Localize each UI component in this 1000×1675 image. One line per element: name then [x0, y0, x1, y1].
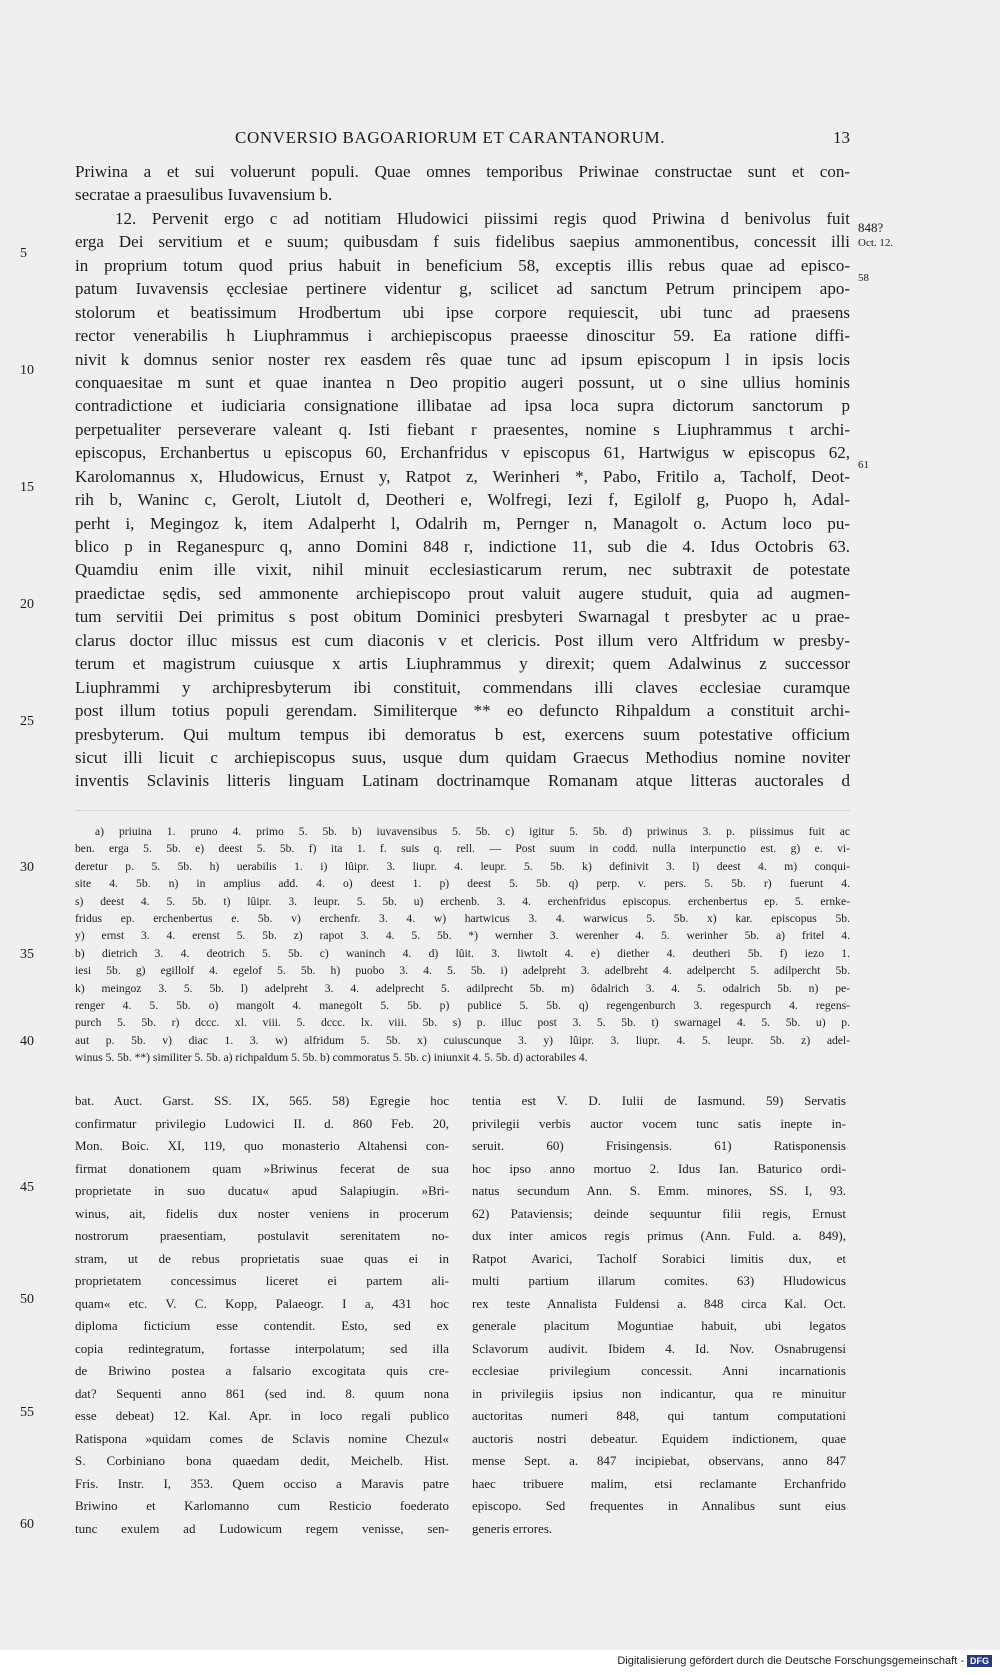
note-line: quam« etc. V. C. Kopp, Palaeogr. I a, 431 hoc	[75, 1295, 449, 1311]
footnote-line: b) dietrich 3. 4. deotrich 5. 5b. c) waninch 4. d) lûit. 3. liwtolt 4. e) diether 4. deutheri 5b. f) iezo 1.	[75, 946, 850, 960]
footnote-line: deretur p. 5. 5b. h) uerabilis 1. i) lûipr. 3. liupr. 4. leupr. 5. 5b. k) definivit 3. l) deest 4. m) conqui-	[75, 859, 850, 873]
footnote-line: purch 5. 5b. r) dccc. xl. viii. 5. dccc. lx. viii. 5b. s) p. illuc post 3. 5. 5b. t) swarnagel 4. 5. 5b. u) p.	[75, 1016, 850, 1030]
line-number: 60	[20, 1517, 34, 1532]
note-line: proprietate in suo ducatu« apud Salapiugin. »Bri-	[75, 1183, 449, 1198]
line-number: 55	[20, 1405, 34, 1420]
running-header	[75, 128, 850, 150]
text-line: rector venerabilis h Liuphrammus i archiepiscopus praeesse dinoscitur 59. Ea ratione diffi-	[75, 326, 850, 346]
note-line: seruit. 60) Frisingensis. 61) Ratisponensis	[472, 1138, 846, 1153]
text-line: perpetualiter perseverare valeant q. Isti fiebant r praesentes, nomine s Liuphrammus t archi-	[75, 419, 850, 439]
text-line: 12. Pervenit ergo c ad notitiam Hludowici piissimi regis quod Priwina d benivolus fuit	[115, 208, 850, 228]
text-line: Liuphrammi y archipresbyterum ibi constituit, commendans illi claves ecclesiae curamque	[75, 677, 850, 697]
text-line: nivit k domnus senior noster rex easdem rês quae tunc ad ipsum episcopum l in ipsis locis	[75, 349, 850, 369]
margin-date: 848?	[858, 220, 884, 235]
footnote-line: ben. erga 5. 5b. e) deest 5. 5b. f) ita 1. f. suis q. rell. — Post suum in codd. nulla interpunctio est. g) e. vi-	[75, 842, 850, 856]
line-number: 5	[20, 246, 27, 261]
note-line: Ratispona »quidam comes de Sclavis nomine Chezul«	[75, 1430, 449, 1446]
note-line: bat. Auct. Garst. SS. IX, 565. 58) Egregie hoc	[75, 1093, 449, 1108]
footnote-line: winus 5. 5b. **) similiter 5. 5b. a) richpaldum 5. 5b. b) commoratus 5. 5b. c) iniunxit 4. 5. 5b. d) actorabiles 4.	[75, 1051, 588, 1065]
note-line: stram, ut de rebus proprietatis suae quas ei in	[75, 1250, 449, 1266]
note-line: de Briwino postea a falsario excogitata quis cre-	[75, 1363, 449, 1378]
line-number: 30	[20, 860, 34, 875]
note-line: 62) Pataviensis; deinde sequuntur filii regis, Ernust	[472, 1205, 846, 1221]
note-line: confirmatur privilegio Ludowici II. d. 860 Feb. 20,	[75, 1115, 449, 1131]
footnote-line: renger 4. 5. 5b. o) mangolt 4. manegolt 5. 5b. p) publice 5. 5b. q) regengenburch 3. regespurch 4. regens-	[75, 998, 850, 1012]
note-line: copia redintegratum, fortasse interpolatum; sed illa	[75, 1340, 449, 1356]
footnote-line: y) ernst 3. 4. erenst 5. 5b. z) rapot 3. 4. 5. 5b. *) wernher 3. werenher 4. 5. werinher 5b. a) fritel 4.	[75, 929, 850, 943]
note-line: hoc ipso anno mortuo 2. Idus Ian. Baturico ordi-	[472, 1160, 846, 1176]
note-line: privilegii verbis auctor vocem tunc satis inepte in-	[472, 1115, 846, 1131]
line-number: 10	[20, 363, 34, 378]
text-line: Quamdiu enim ille vixit, nihil minuit ecclesiasticarum rerum, nec subtraxit de potestate	[75, 560, 850, 580]
text-line: Priwina a et sui voluerunt populi. Quae omnes temporibus Priwinae constructae sunt et con-	[75, 162, 850, 181]
note-line: rex teste Annalista Fuldensi a. 848 circa Kal. Oct.	[472, 1295, 846, 1311]
line-number: 40	[20, 1034, 34, 1049]
text-line: contradictione et iudiciaria consignatione illibatae ad ipsa loca supra dictorum sanctorum p	[75, 396, 850, 416]
dfg-logo: DFG	[967, 1655, 992, 1667]
text-line: blico p in Reganespurc q, anno Domini 848 r, indictione 11, sub die 4. Idus Octobris 63.	[75, 537, 850, 556]
footnote-line: aut p. 5b. v) diac 1. 3. w) alfridum 5. 5b. x) cuiuscunque 3. y) lûipr. 3. liupr. 4. 5. leupr. 5b. z) adel-	[75, 1033, 850, 1047]
text-line: terum et magistrum cuiusque x artis Liuphrammus y direxit; quem Adalwinus z successor	[75, 654, 850, 674]
text-line: stolorum et beatissimum Hrodbertum ubi ipse corpore requiescit, ubi tunc ad praesens	[75, 302, 850, 322]
digitization-credit	[617, 1655, 992, 1667]
note-line: in privilegiis ipsius non indicantur, qua re minuitur	[472, 1385, 846, 1401]
note-line: auctoris nostri debeatur. Equidem indictionem, quae	[472, 1430, 846, 1446]
text-line: clarus doctor illuc missus est cum diaconis v et clericis. Post illum vero Altfridum w presby-	[75, 630, 850, 650]
margin-note-ref: 58	[858, 272, 869, 284]
text-line: rih b, Waninc c, Gerolt, Liutolt d, Deotheri e, Wolfregi, Iezi f, Egilolf g, Puopo h, Adal-	[75, 490, 850, 510]
margin-date-day: Oct. 12.	[858, 237, 894, 249]
text-line: tum servitii Dei primitus s post obitum Dominici presbyteri Swarnagal t presbyter ac u prae-	[75, 607, 850, 627]
text-line: secratae a praesulibus Iuvavensium b.	[75, 185, 333, 205]
commentary-right-column	[472, 1090, 846, 1540]
text-line: post illum totius populi gerendam. Similiterque ** eo defuncto Rihpaldum a constituit archi-	[75, 701, 850, 721]
text-line: patum Iuvavensis ęcclesiae pertinere videntur g, scilicet ad sanctum Petrum principem apo-	[75, 279, 850, 299]
running-title: CONVERSIO BAGOARIORUM ET CARANTANORUM.	[235, 128, 666, 147]
footnote-divider	[75, 810, 850, 811]
commentary-notes	[75, 1090, 850, 1536]
note-line: diploma ficticium esse contendit. Esto, sed ex	[75, 1318, 449, 1333]
footnote-line: fridus ep. erchenbertus e. 5b. v) erchenfr. 3. 4. w) hartwicus 3. 4. warwicus 5. 5b. x) kar. episcopus 5b.	[75, 911, 850, 925]
text-line: erga Dei servitium et e suum; quibusdam f suis fidelibus saepius ammonentibus, concessit illi	[75, 232, 850, 252]
line-number: 45	[20, 1180, 34, 1195]
note-line: proprietatem concessimus liceret ei partem ali-	[75, 1273, 449, 1288]
note-line: ecclesiae privilegium concessit. Anni incarnationis	[472, 1363, 846, 1378]
note-line: dat? Sequenti anno 861 (sed ind. 8. quum nona	[75, 1385, 449, 1401]
note-line: tunc exulem ad Ludowicum regem venisse, sen-	[75, 1520, 449, 1536]
commentary-left-column	[75, 1090, 449, 1540]
text-line: sicut illi licuit c archiepiscopus suus, usque dum quidam Graecus Methodius nomine noviter	[75, 747, 850, 767]
footnote-line: iesi 5b. g) egillolf 4. egelof 5. 5b. h) puobo 3. 4. 5. 5b. i) adelpreht 3. adelbreht 4. adelpercht 5. adilpercht 5b.	[75, 964, 850, 978]
margin-note-ref: 61	[858, 459, 869, 471]
note-line: winus, ait, fidelis dux noster veniens in procerum	[75, 1205, 449, 1221]
line-number: 25	[20, 714, 34, 729]
text-line: perht i, Megingoz k, item Adalperht l, Odalrih m, Pernger n, Managolt o. Actum loco pu-	[75, 513, 850, 533]
note-line: Fris. Instr. I, 353. Quem occiso a Maravis patre	[75, 1475, 449, 1491]
credit-text: Digitalisierung gefördert durch die Deutsche Forschungsgemeinschaft -	[617, 1655, 964, 1667]
text-line: Karolomannus x, Hludowicus, Ernust y, Ratpot z, Werinheri *, Pabo, Fritilo a, Tacholf, Deot-	[75, 466, 850, 486]
footnote-line: s) deest 4. 5. 5b. t) lûipr. 3. leupr. 5. 5b. u) erchenb. 3. 4. erchenfridus episcopus. erchenbertus ep. 5. ernke-	[75, 894, 850, 908]
footnote-line: k) meingoz 3. 5. 5b. l) adelpreht 3. 4. adelprecht 5. adilprecht 5b. m) ôdalrich 3. 4. 5. odalrich 5b. n) pe-	[75, 981, 850, 995]
note-line: Ratpot Avarici, Tacholf Sorabici limitis dux, et	[472, 1250, 846, 1266]
note-line: mense Sept. a. 847 incipiebat, observans, anno 847	[472, 1453, 846, 1468]
footnote-line: a) priuina 1. pruno 4. primo 5. 5b. b) iuvavensibus 5. 5b. c) igitur 5. 5b. d) priwinus 3. p. piissimus fuit ac	[95, 825, 850, 838]
note-line: auctoritas numeri 848, qui tantum computationi	[472, 1408, 846, 1423]
text-line: praedictae sędis, sed ammonente archiepiscopo prout valuit augere studuit, quia ad augmen-	[75, 583, 850, 603]
text-line: inventis Sclavinis litteris linguam Latinam doctrinamque Romanam atque litteras auctorales d	[75, 771, 850, 791]
note-line: tentia est V. D. Iulii de Iasmund. 59) Servatis	[472, 1093, 846, 1108]
note-line: dux inter amicos regis primus (Ann. Fuld. a. 849),	[472, 1228, 846, 1243]
note-line: Briwino et Karlomanno cum Resticio foederato	[75, 1498, 449, 1513]
line-number: 50	[20, 1292, 34, 1307]
text-line: episcopus, Erchanbertus u episcopus 60, Erchanfridus v episcopus 61, Hartwigus w episcopus 62,	[75, 443, 850, 463]
note-line: generis errores.	[472, 1520, 553, 1536]
note-line: generale placitum Moguntiae habuit, ubi legatos	[472, 1318, 846, 1333]
note-line: nostrorum praesentiam, postulavit serenitatem no-	[75, 1228, 449, 1243]
text-line: conquaesitae m sunt et quae inantea n Deo propitio augeri possunt, ut o sine ullius hominis	[75, 372, 850, 392]
line-number: 35	[20, 947, 34, 962]
note-line: haec tribuere malim, etsi reclamante Erchanfrido	[472, 1475, 846, 1491]
note-line: S. Corbiniano bona quaedam dedit, Meichelb. Hist.	[75, 1453, 449, 1468]
note-line: Sclavorum audivit. Ibidem 4. Id. Nov. Osnabrugensi	[472, 1340, 846, 1356]
note-line: multi partium illarum comites. 63) Hludowicus	[472, 1273, 846, 1288]
footnote-line: site 4. 5b. n) in amplius add. 4. o) deest 1. p) deest 5. 5b. q) perp. v. pers. 5. 5b. r) fuerunt 4.	[75, 877, 850, 891]
text-line: presbyterum. Qui multum tempus ibi demoratus b est, exercens suum potestative officium	[75, 724, 850, 744]
main-text	[75, 160, 850, 793]
line-number: 20	[20, 597, 34, 612]
note-line: esse debeat) 12. Kal. Apr. in loco regali publico	[75, 1408, 449, 1423]
line-number: 15	[20, 480, 34, 495]
note-line: firmat donationem quam »Briwinus fecerat de sua	[75, 1160, 449, 1176]
text-line: in proprium totum quod prius habuit in beneficium 58, exceptis illis rebus quae ad episco-	[75, 255, 850, 275]
note-line: episcopo. Sed frequentes in Annalibus sunt eius	[472, 1498, 846, 1513]
note-line: Mon. Boic. XI, 119, quo monasterio Altahensi con-	[75, 1138, 449, 1153]
critical-apparatus	[75, 823, 850, 1066]
page-number: 13	[833, 128, 850, 147]
note-line: natus secundum Ann. S. Emm. minores, SS. I, 93.	[472, 1183, 846, 1198]
